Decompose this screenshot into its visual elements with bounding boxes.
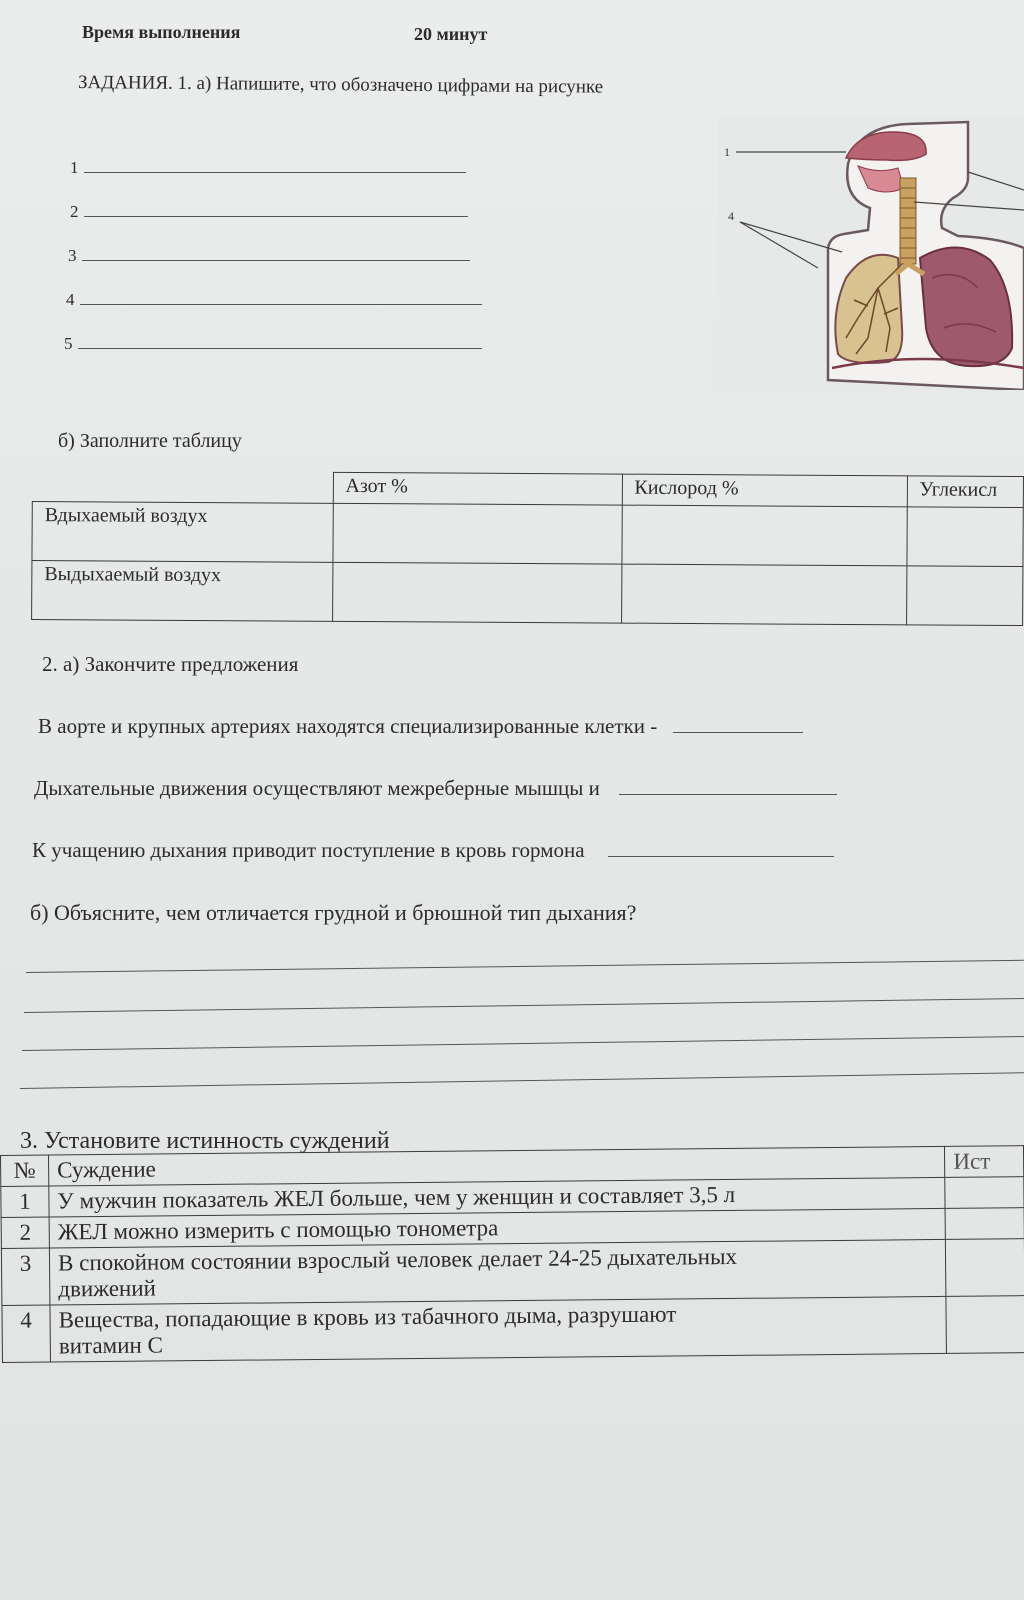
row-number: 2 [1,1217,49,1248]
table-cell[interactable] [332,562,621,623]
sentence-text: Дыхательные движения осуществляют межреберные мышцы и [34,776,600,800]
row-number: 3 [1,1248,50,1305]
row-number: 1 [1,1186,49,1217]
task1-title: ЗАДАНИЯ. 1. а) Напишите, что обозначено цифрами на рисунке [77,72,604,98]
diagram-label: 4 [728,209,734,223]
task3-title: 3. Установите истинность суждений [20,1128,390,1154]
answer-number: 3 [68,246,77,265]
writing-line[interactable] [22,1036,1024,1051]
table-row [2,1296,1024,1363]
sentence-blank[interactable] [619,793,837,795]
truth-cell[interactable] [946,1239,1024,1297]
table-cell[interactable] [621,564,906,625]
column-header-truth: Ист [945,1146,1024,1178]
table-cell[interactable] [332,503,621,564]
table-header-co2: Углекисл [907,476,1024,508]
row-number: 4 [2,1305,51,1362]
time-label: Время выполнения [82,22,241,42]
answer-number: 1 [70,158,79,177]
statement-text: В спокойном состоянии взрослый человек делает 24-25 дыхательных [57,1243,738,1276]
answer-line-5[interactable] [64,334,482,354]
table-cell[interactable] [621,505,906,566]
statement-text-cont: движений [58,1275,157,1302]
table-row [1,1239,1024,1306]
statement-text: ЖЕЛ можно измерить с помощью тонометра [49,1208,946,1248]
sentence-blank[interactable] [673,731,803,733]
statement-text: У мужчин показатель ЖЕЛ больше, чем у женщин и составляет 3,5 л [49,1177,946,1217]
statement-text: Вещества, попадающие в кровь из табачного дыма, разрушают [58,1301,677,1333]
sentence-blank[interactable] [608,855,834,857]
column-header-number: № [1,1155,49,1186]
column-header-statement: Суждение [49,1146,946,1186]
table-header-nitrogen: Азот % [333,472,622,505]
answer-line-3[interactable] [68,246,470,266]
writing-line[interactable] [20,1072,1024,1089]
table-row-label: Выдыхаемый воздух [32,561,333,622]
truth-cell[interactable] [946,1296,1024,1354]
table-header-oxygen: Кислород % [622,474,907,507]
answer-line-1[interactable] [70,158,466,178]
answer-number: 4 [66,290,75,309]
answer-number: 2 [70,202,79,221]
statement-text-cont: витамин С [58,1332,163,1359]
truth-cell[interactable] [945,1177,1024,1209]
statement-cell [49,1239,946,1305]
table-row-label: Вдыхаемый воздух [32,502,333,563]
diagram-label: 1 [724,145,730,159]
task2-title: 2. а) Закончите предложения [42,652,299,676]
air-composition-table [31,470,1024,626]
statements-table [0,1145,1024,1363]
task1-part-b-title: б) Заполните таблицу [58,430,242,452]
table-cell[interactable] [906,507,1023,567]
answer-number: 5 [64,334,73,353]
answer-line-4[interactable] [66,290,482,310]
sentence-3 [32,838,834,863]
sentence-2 [34,776,837,801]
sentence-text: К учащению дыхания приводит поступление в кровь гормона [32,838,585,862]
answer-line-2[interactable] [70,202,468,222]
sentence-1 [38,714,803,739]
writing-line[interactable] [24,998,1024,1013]
task2-part-b: б) Объясните, чем отличается грудной и брюшной тип дыхания? [30,900,637,925]
time-value: 20 минут [414,24,488,44]
writing-line[interactable] [26,960,1024,973]
table-header-empty [32,471,333,504]
statement-cell [50,1296,947,1362]
table-cell[interactable] [906,566,1023,626]
respiratory-diagram [718,118,1024,390]
truth-cell[interactable] [945,1208,1024,1240]
sentence-text: В аорте и крупных артериях находятся специализированные клетки - [38,714,658,738]
